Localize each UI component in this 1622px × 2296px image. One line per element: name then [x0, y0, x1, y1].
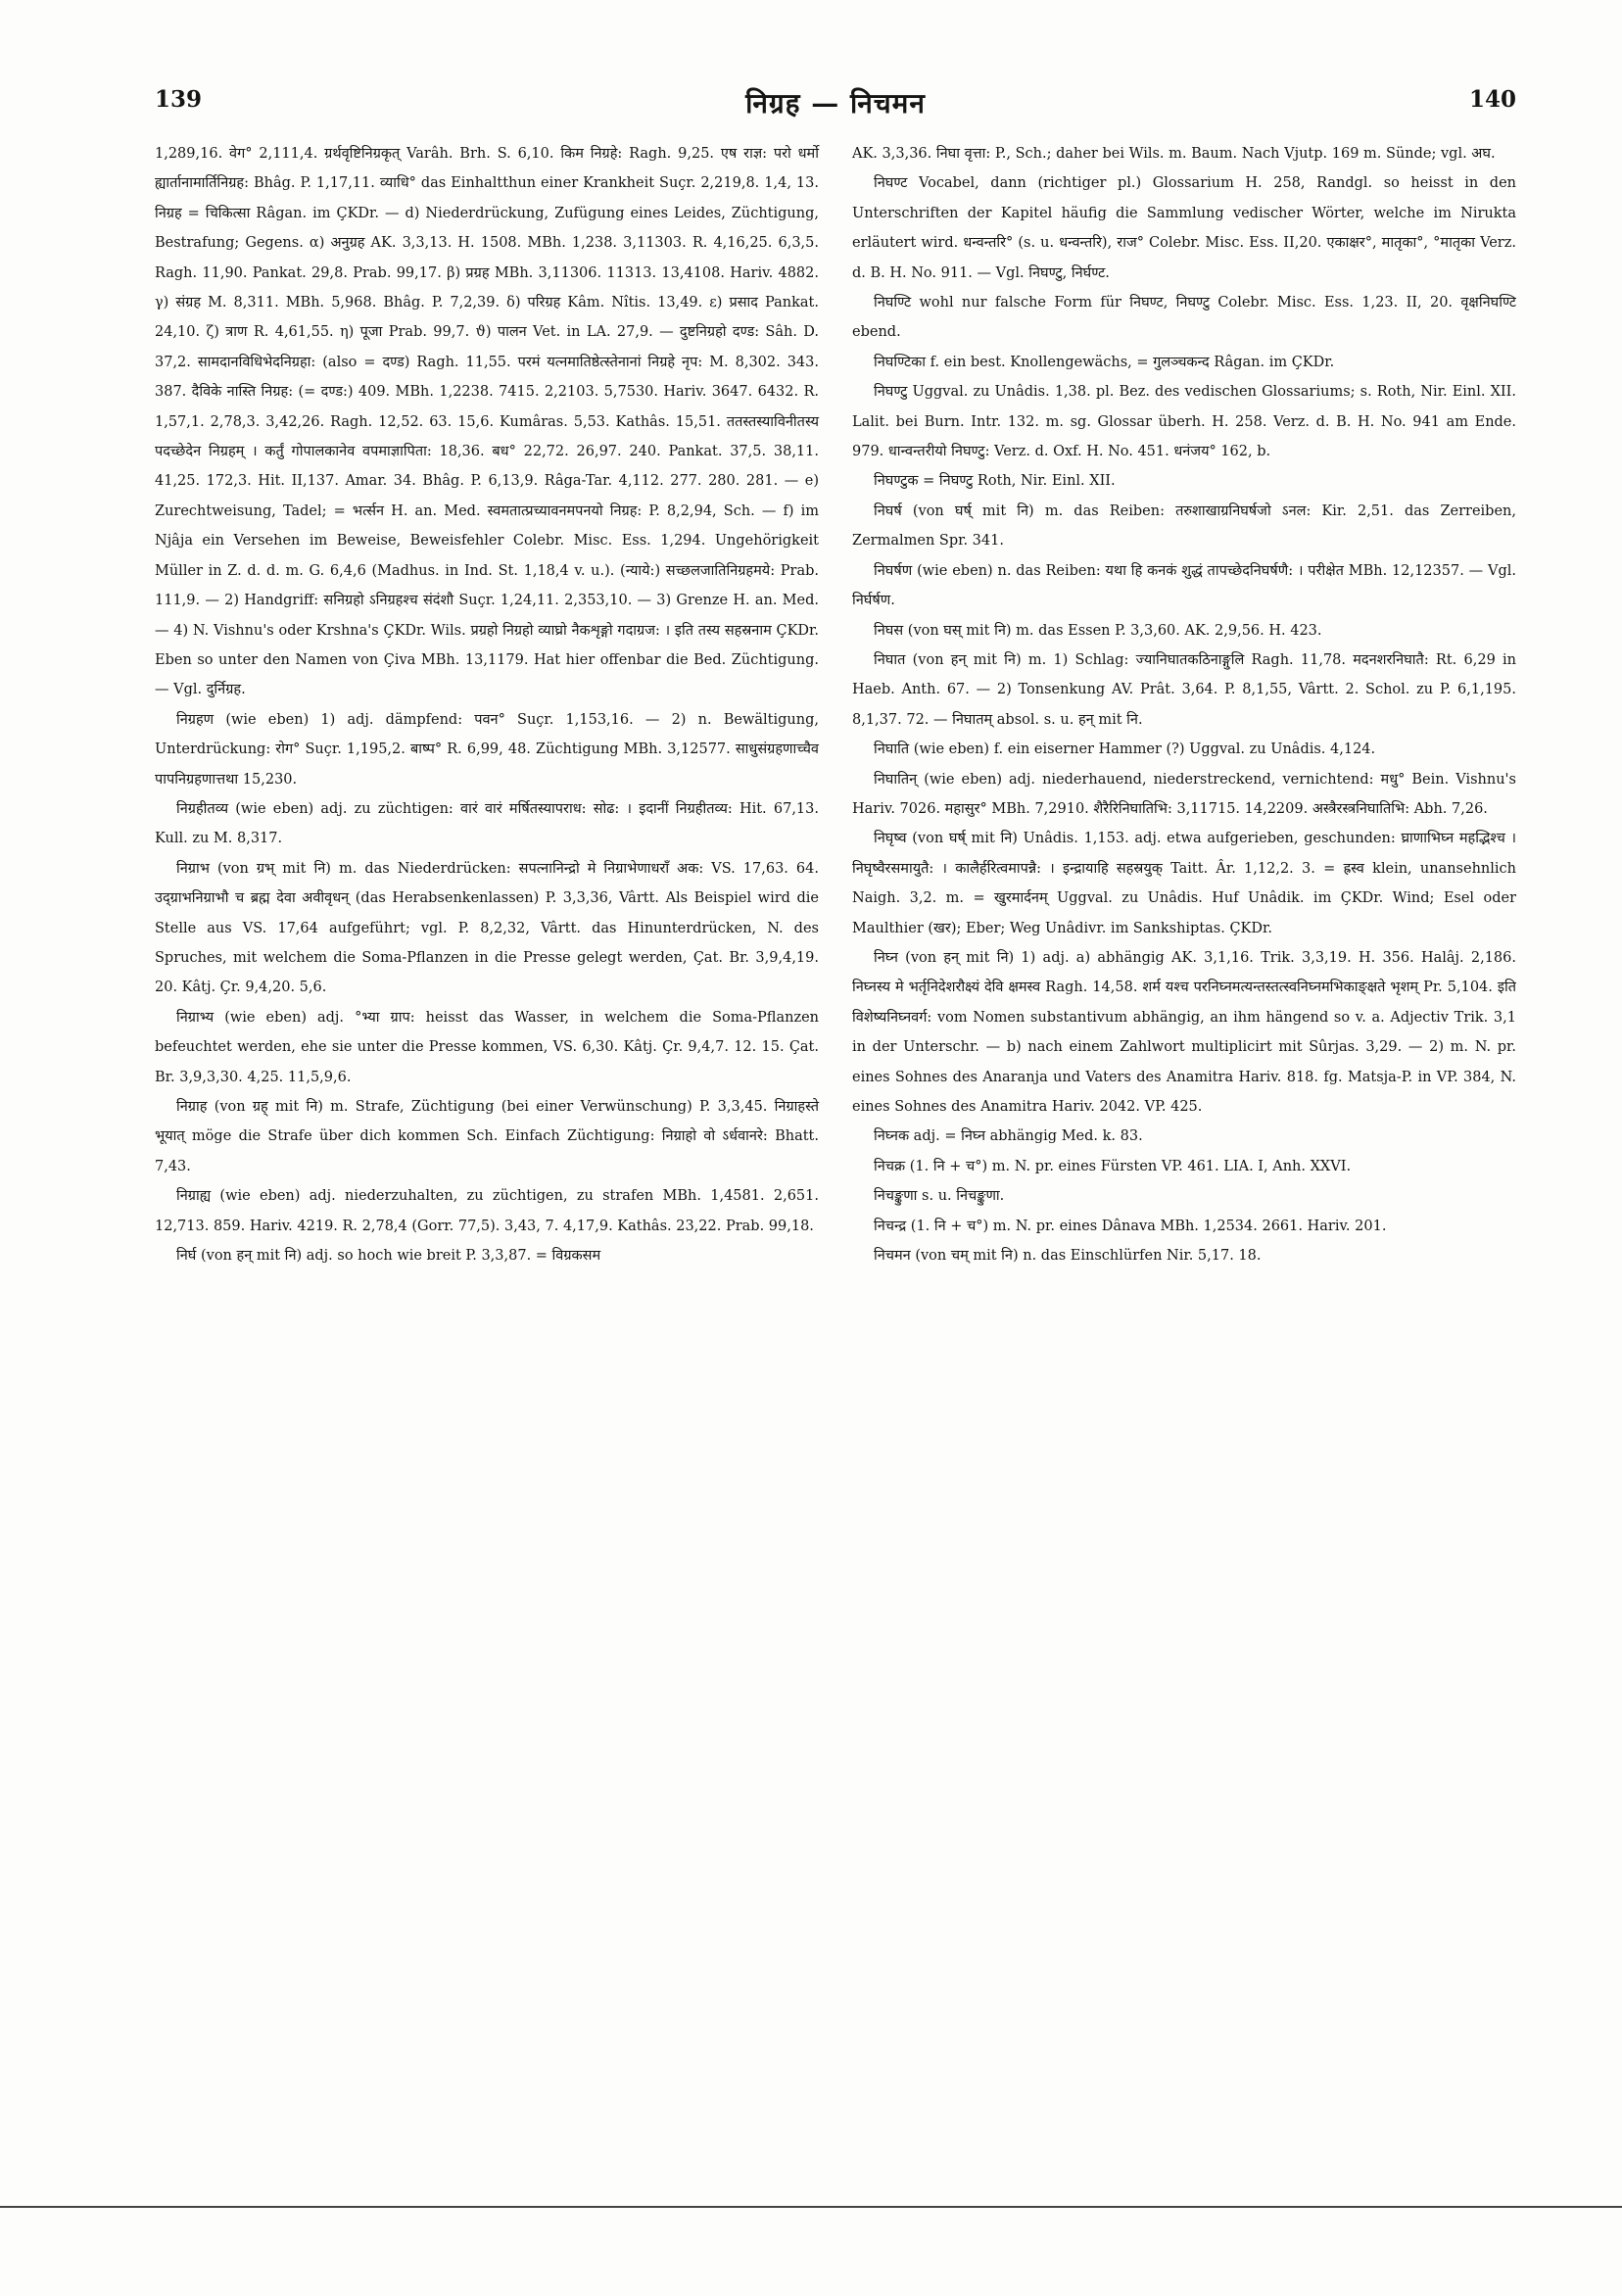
running-head: निग्रह — निचमन: [745, 87, 926, 120]
entry: निघर्ष (von घर्ष् mit नि) m. das Reiben: तरुशाखाग्रनिघर्षजो ऽनल: Kir. 2,51. das Zerreiben, Zermalmen Spr. 341.: [852, 502, 1516, 550]
entry: निघात (von हन् mit नि) m. 1) Schlag: ज्यानिघातकठिनाङ्गुलि Ragh. 11,78. मदनशरनिघातै: Rt. 6,29 in Haeb. Anth. 67. — 2) Tonsenkung AV. Prât. 3,64. P. 8,1,55, Vârtt. 2. Schol. zu P. 6,1,195. 8,1,37. 72. — निघातम् absol. s. u. हन् mit नि.: [852, 651, 1516, 728]
left-column: [155, 139, 819, 1981]
right-column: [852, 139, 1516, 1981]
entry: निघ्न (von हन् mit नि) 1) adj. a) abhängig AK. 3,1,16. Trik. 3,3,19. H. 356. Halâj. 2,186. निघ्नस्य मे भर्तृनिदेशरौक्ष्यं देवि क्षमस्व Ragh. 14,58. शर्म यश्च परनिघ्नमत्यन्तस्तत्स्वनिघ्नमभिकाङ्क्षते भृशम् Pr. 5,104. इति विशेष्यनिघ्नवर्ग: vom Nomen substantivum abhängig, an ihm hängend so v. a. Adjectiv Trik. 3,1 in der Unterschr. — b) nach einem Zahlwort multiplicirt mit Sûrjas. 3,29. — 2) m. N. pr. eines Sohnes des Anaranja und Vaters des Anamitra Hariv. 818. fg. Matsja-P. in VP. 384, N. eines Sohnes des Anamitra Hariv. 2042. VP. 425.: [852, 949, 1516, 1115]
entry: निग्राभ (von ग्रभ् mit नि) m. das Niederdrücken: सपत्नानिन्द्रो मे निग्राभेणाधराँ अक: VS. 17,63. 64. उद्ग्राभनिग्राभौ च ब्रह्म देवा अवीवृधन् (das Herabsenkenlassen) P. 3,3,36, Vârtt. Als Beispiel wird die Stelle aus VS. 17,64 aufgeführt; vgl. P. 8,2,32, Vârtt. das Hinunterdrücken, N. des Spruches, mit welchem die Soma-Pflanzen in die Presse gelegt werden, Çat. Br. 3,9,4,19. 20. Kâtj. Çr. 9,4,20. 5,6.: [155, 860, 819, 996]
entry: निघण्टु Uggval. zu Unâdis. 1,38. pl. Bez. des vedischen Glossariums; s. Roth, Nir. Einl. XII. Lalit. bei Burn. Intr. 132. m. sg. Glossar überh. H. 258. Verz. d. B. H. No. 941 am Ende. 979. धान्वन्तरीयो निघण्टु: Verz. d. Oxf. H. No. 451. धनंजय° 162, b.: [852, 384, 1516, 460]
page-number-right: 140: [1468, 86, 1516, 113]
entry: निचन्द्र (1. नि + च°) m. N. pr. eines Dânava MBh. 1,2534. 2661. Hariv. 201.: [874, 1218, 1387, 1234]
entry: निग्रहीतव्य (wie eben) adj. zu züchtigen: वारं वारं मर्षितस्यापराध: सोढ: । इदानीं निग्रहीतव्य: Hit. 67,13. Kull. zu M. 8,317.: [155, 800, 819, 847]
entry: निचङ्कुणा s. u. निचङ्कुणा.: [874, 1188, 1005, 1205]
entry: निग्राह (von ग्रह् mit नि) m. Strafe, Züchtigung (bei einer Verwünschung) P. 3,3,45. निग्राहस्ते भूयात् möge die Strafe über dich kommen Sch. Einfach Züchtigung: निग्राहो वो ऽर्धवानरे: Bhatt. 7,43.: [155, 1099, 819, 1174]
entry: निर्घ (von हन् mit नि) adj. so hoch wie breit P. 3,3,87. = विग्रकसम: [176, 1248, 601, 1265]
entry: निघृष्व (von घर्ष् mit नि) Unâdis. 1,153. adj. etwa aufgerieben, geschunden: घ्राणाभिघ्न महद्भिश्च । निघृष्वैरसमायुतै: । कालैर्हरित्वमापन्नै: । इन्द्रायाहि सहस्रयुक् Taitt. Âr. 1,12,2. 3. = ह्रस्व klein, unansehnlich Naigh. 3,2. m. = खुरमार्दनम् Uggval. zu Unâdis. Huf Unâdik. im ÇKDr. Wind; Esel oder Maulthier (खर); Eber; Weg Unâdivr. im Sankshiptas. ÇKDr.: [852, 831, 1516, 936]
entry: निघ्नक adj. = निघ्न abhängig Med. k. 83.: [874, 1128, 1143, 1145]
entry: 1,289,16. वेग° 2,111,4. ग्रर्थवृष्टिनिग्रकृत् Varâh. Brh. S. 6,10. किम निग्रहे: Ragh. 9,25. एष राज्ञ: परो धर्मो ह्यार्तानामार्तिनिग्रह: Bhâg. P. 1,17,11. व्याधि° das Einhaltthun einer Krankheit Suçr. 2,219,8. 1,4, 13. निग्रह = चिकित्सा Râgan. im ÇKDr. — d) Niederdrückung, Zufügung eines Leides, Züchtigung, Bestrafung; Gegens. α) अनुग्रह AK. 3,3,13. H. 1508. MBh. 1,238. 3,11303. R. 4,16,25. 6,3,5. Ragh. 11,90. Pankat. 29,8. Prab. 99,17. β) प्रग्रह MBh. 3,11306. 11313. 13,4108. Hariv. 4882. γ) संग्रह M. 8,311. MBh. 5,968. Bhâg. P. 7,2,39. δ) परिग्रह Kâm. Nîtis. 13,49. ε) प्रसाद Pankat. 24,10. ζ) त्राण R. 4,61,55. η) पूजा Prab. 99,7. ϑ) पालन Vet. in LA. 27,9. — दुष्टनिग्रहो दण्ड: Sâh. D. 37,2. सामदानविधिभेदनिग्रहा: (also = दण्ड) Ragh. 11,55. परमं यत्नमातिष्ठेत्स्तेनानां निग्रहे नृप: M. 8,302. 343. 387. दैविके नास्ति निग्रह: (= दण्ड:) 409. MBh. 1,2238. 7415. 2,2103. 5,7530. Hariv. 3647. 6432. R. 1,57,1. 2,78,3. 3,42,26. Ragh. 12,52. 63. 15,6. Kumâras. 5,53. Kathâs. 15,51. ततस्तस्याविनीतस्य पदच्छेदेन निग्रहम् । कर्तुं गोपालकानेव वपमाज्ञापिता: 18,36. बध° 22,72. 26,97. 240. Pankat. 37,5. 38,11. 41,25. 172,3. Hit. II,137. Amar. 34. Bhâg. P. 6,13,9. Râga-Tar. 4,112. 277. 280. 281. — e) Zurechtweisung, Tadel; = भर्त्सन H. an. Med. स्वमतात्प्रच्यावनमपनयो निग्रह: P. 8,2,94, Sch. — f) im Njâja ein Versehen im Beweise, Beweisfehler Colebr. Misc. Ess. 1,294. Ungehörigkeit Müller in Z. d. d. m. G. 6,4,6 (Madhus. in Ind. St. 1,18,4 v. u.). (न्याये:) सच्छलजातिनिग्रहमये: Prab. 111,9. — 2) Handgriff: सनिग्रहो ऽनिग्रहश्च संदंशौ Suçr. 1,24,11. 2,353,10. — 3) Grenze H. an. Med. — 4) N. Vishnu's oder Krshna's ÇKDr. Wils. प्रग्रहो निग्रहो व्याघ्रो नैकशृङ्गो गदाग्रज: । इति तस्य सहस्रनाम ÇKDr. Eben so unter den Namen von Çiva MBh. 13,1179. Hat hier offenbar die Bed. Züchtigung. — Vgl. दुर्निग्रह.: [155, 146, 819, 698]
page-number-left: 139: [155, 86, 203, 113]
entry: निग्राभ्य (wie eben) adj. °भ्या ग्राप: heisst das Wasser, in welchem die Soma-Pflanzen befeuchtet werden, ehe sie unter die Presse kommen, VS. 6,30. Kâtj. Çr. 9,4,7. 12. 15. Çat. Br. 3,9,3,30. 4,25. 11,5,9,6.: [155, 1009, 819, 1085]
entry: निग्राह्य (wie eben) adj. niederzuhalten, zu züchtigen, zu strafen MBh. 1,4581. 2,651. 12,713. 859. Hariv. 4219. R. 2,78,4 (Gorr. 77,5). 3,43, 7. 4,17,9. Kathâs. 23,22. Prab. 99,18.: [155, 1188, 819, 1234]
entry: निघाति (wie eben) f. ein eiserner Hammer (?) Uggval. zu Unâdis. 4,124.: [874, 741, 1376, 758]
entry: निघण्टुक = निघण्टु Roth, Nir. Einl. XII.: [874, 473, 1116, 490]
entry: निघण्ट Vocabel, dann (richtiger pl.) Glossarium H. 258, Randgl. so heisst in den Unterschriften der Kapitel häufig die Sammlung vedischer Wörter, welche im Nirukta erläutert wird. धन्वन्तरि° (s. u. धन्वन्तरि), राज° Colebr. Misc. Ess. II,20. एकाक्षर°, मातृका°, °मातृका Verz. d. B. H. No. 911. — Vgl. निघण्टु, निर्घण्ट.: [852, 175, 1516, 281]
bottom-rule: [0, 2206, 1622, 2208]
entry: निघातिन् (wie eben) adj. niederhauend, niederstreckend, vernichtend: मधु° Bein. Vishnu's Hariv. 7026. महासुर° MBh. 7,2910. शैरैरिनिघातिभि: 3,11715. 14,2209. अस्त्रैरस्त्रनिघातिभि: Abh. 7,26.: [852, 771, 1516, 817]
entry: निघण्टि wohl nur falsche Form für निघण्ट, निघण्टु Colebr. Misc. Ess. 1,23. II, 20. वृक्षनिघण्टि ebend.: [852, 295, 1516, 341]
entry: निघण्टिका f. ein best. Knollengewächs, = गुलञ्चकन्द Râgan. im ÇKDr.: [874, 354, 1335, 370]
entry: AK. 3,3,36. निघा वृत्ता: P., Sch.; daher bei Wils. m. Baum. Nach Vjutp. 169 m. Sünde; vgl. अघ.: [852, 146, 1496, 162]
text-columns: [155, 139, 1516, 1981]
entry: निघस (von घस् mit नि) m. das Essen P. 3,3,60. AK. 2,9,56. H. 423.: [874, 622, 1322, 639]
entry: निचमन (von चम् mit नि) n. das Einschlürfen Nir. 5,17. 18.: [874, 1248, 1262, 1265]
entry: निग्रहण (wie eben) 1) adj. dämpfend: पवन° Suçr. 1,153,16. — 2) n. Bewältigung, Unterdrückung: रोग° Suçr. 1,195,2. बाष्प° R. 6,99, 48. Züchtigung MBh. 3,12577. साधुसंग्रहणाच्चैव पापनिग्रहणात्तथा 15,230.: [155, 711, 819, 788]
entry: निचक्र (1. नि + च°) m. N. pr. eines Fürsten VP. 461. LIA. I, Anh. XXVI.: [874, 1158, 1352, 1174]
entry: निघर्षण (wie eben) n. das Reiben: यथा हि कनकं शुद्धं तापच्छेदनिघर्षणै: । परीक्षेत MBh. 12,12357. — Vgl. निर्घर्षण.: [852, 562, 1516, 609]
page-header: [155, 86, 1516, 125]
